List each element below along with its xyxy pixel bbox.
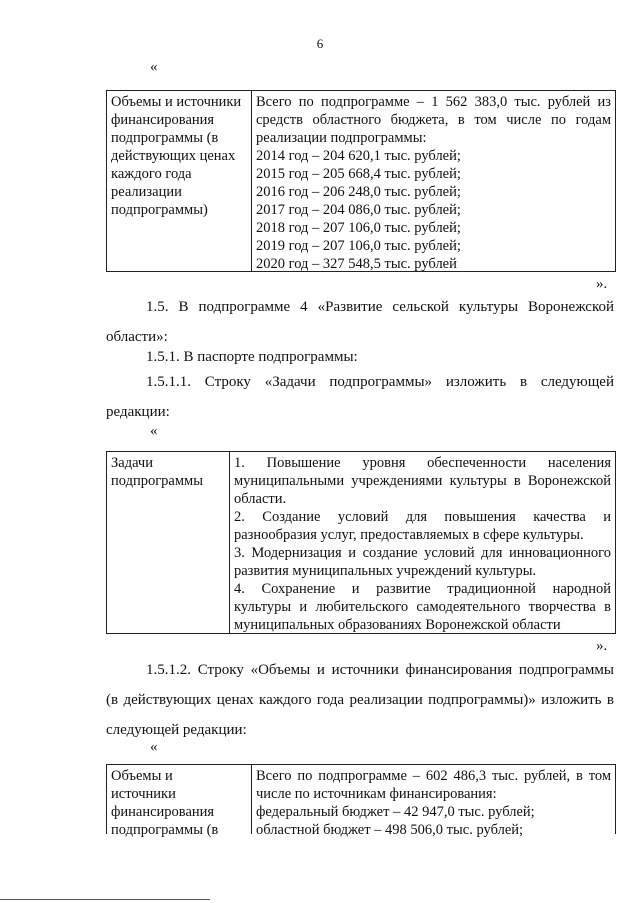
- table1-left-line: реализации: [111, 184, 182, 200]
- table2-right-line: 4. Сохранение и развитие традиционной народной: [234, 581, 611, 597]
- open-quote: «: [150, 59, 158, 75]
- table2-right-line: муниципальных образованиях Воронежской области: [234, 617, 561, 633]
- table1-left-cell: [106, 90, 252, 272]
- table1-left-line: подпрограммы): [111, 202, 208, 218]
- table1-right-cell: [251, 90, 616, 272]
- table1-left-line: подпрограммы (в: [111, 130, 219, 146]
- table2-right-line: 1. Повышение уровня обеспеченности населения: [234, 455, 611, 471]
- table1-left-line: финансирования: [111, 112, 215, 128]
- footer-rule: [0, 899, 210, 900]
- paragraph-line: 1.5. В подпрограмме 4 «Развитие сельской культуры Воронежской: [146, 299, 614, 315]
- table2-right-line: муниципальными учреждениями культуры в Воронежской: [234, 473, 611, 489]
- paragraph-line: следующей редакции:: [106, 722, 247, 738]
- table1-left-line: действующих ценах: [111, 148, 236, 164]
- table1-right-line: 2017 год – 204 086,0 тыс. рублей;: [256, 202, 461, 218]
- paragraph-line: (в действующих ценах каждого года реализации подпрограммы)» изложить в: [106, 692, 614, 708]
- table2-right-line: культуры и любительского самодеятельного творчества в: [234, 599, 611, 615]
- table1-left-line: Объемы и источники: [111, 94, 242, 110]
- table1-right-line: реализации подпрограммы:: [256, 130, 427, 146]
- paragraph-line: редакции:: [106, 404, 170, 420]
- paragraph-line: 1.5.1. В паспорте подпрограммы:: [146, 349, 358, 365]
- page-number: 6: [316, 36, 324, 51]
- table2-right-line: области.: [234, 491, 287, 507]
- paragraph-1-5-1-1: [106, 367, 614, 427]
- table3-right-line: областной бюджет – 498 506,0 тыс. рублей;: [256, 822, 524, 838]
- close-quote: ».: [596, 276, 608, 292]
- table2-left-cell: [106, 451, 230, 634]
- table2-right-cell: [229, 451, 616, 634]
- table3-left-line: источники: [111, 786, 176, 802]
- table3-left-line: подпрограммы (в: [111, 822, 219, 838]
- paragraph-1-5-1-2: [106, 655, 614, 745]
- table3-left-line: финансирования: [111, 804, 215, 820]
- table1-right-line: 2020 год – 327 548,5 тыс. рублей: [256, 256, 457, 272]
- table2-right-line: 2. Создание условий для повышения качества и: [234, 509, 611, 525]
- paragraph-line: 1.5.1.1. Строку «Задачи подпрограммы» изложить в следующей: [146, 374, 614, 390]
- table2-left-line: подпрограммы: [111, 473, 203, 489]
- open-quote: «: [150, 423, 158, 439]
- table1-right-line: Всего по подпрограмме – 1 562 383,0 тыс. рублей из: [256, 94, 611, 110]
- table1-right-line: 2014 год – 204 620,1 тыс. рублей;: [256, 148, 461, 164]
- table1-right-line: средств областного бюджета, в том числе по годам: [256, 112, 611, 128]
- table3-right-line: Всего по подпрограмме – 602 486,3 тыс. рублей, в том: [256, 768, 611, 784]
- table1-left-line: каждого года: [111, 166, 192, 182]
- close-quote: ».: [596, 638, 608, 654]
- table3-left-line: Объемы и: [111, 768, 173, 784]
- table2-right-line: развития муниципальных учреждений культуры.: [234, 563, 537, 579]
- table1-right-line: 2019 год – 207 106,0 тыс. рублей;: [256, 238, 461, 254]
- table2-right-line: 3. Модернизация и создание условий для инновационного: [234, 545, 611, 561]
- table1-right-line: 2016 год – 206 248,0 тыс. рублей;: [256, 184, 461, 200]
- table3-left-cell: [106, 764, 252, 838]
- table3-right-line: числе по источникам финансирования:: [256, 786, 497, 802]
- table1-right-line: 2015 год – 205 668,4 тыс. рублей;: [256, 166, 461, 182]
- open-quote: «: [150, 739, 158, 755]
- table2-left-line: Задачи: [111, 455, 153, 471]
- table3-right-cell: [251, 764, 616, 838]
- table1-right-line: 2018 год – 207 106,0 тыс. рублей;: [256, 220, 461, 236]
- paragraph-line: 1.5.1.2. Строку «Объемы и источники финансирования подпрограммы: [146, 662, 614, 678]
- table3-right-line: федеральный бюджет – 42 947,0 тыс. рублей;: [256, 804, 535, 820]
- table2-right-line: разнообразия услуг, предоставляемых в сфере культуры.: [234, 527, 584, 543]
- paragraph-line: области»:: [106, 329, 168, 345]
